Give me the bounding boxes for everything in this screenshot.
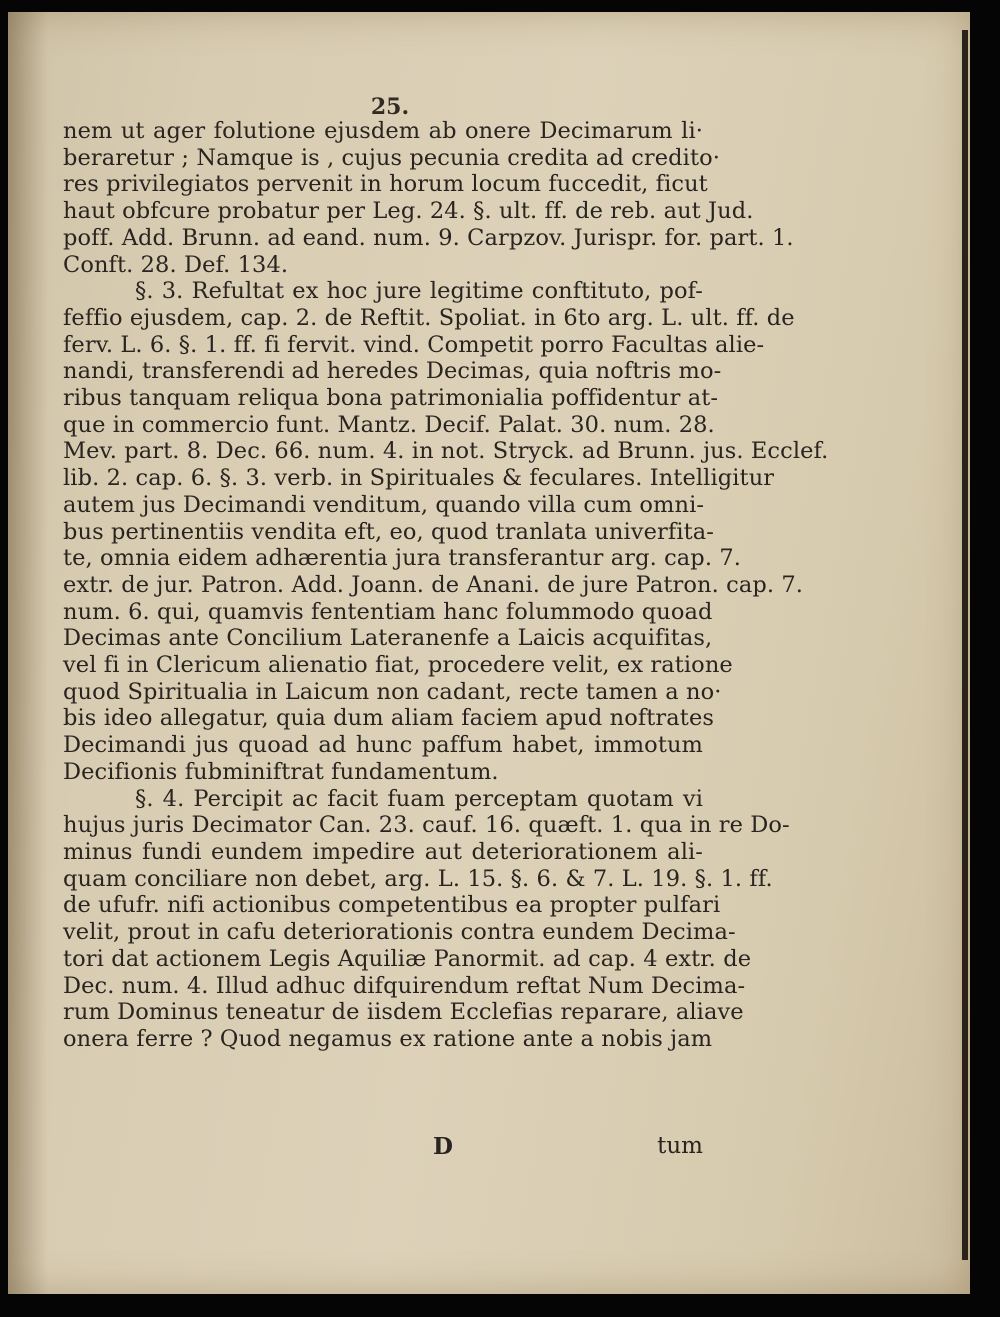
text-line: num. 6. qui, quamvis fententiam hanc folummodo quoad (63, 598, 713, 625)
text-line: minus fundi eundem impedire aut deteriorationem ali- (63, 838, 703, 865)
text-line: Decimandi jus quoad ad hunc paffum habet, immotum (63, 732, 703, 759)
text-line: Dec. num. 4. Illud adhuc difquirendum reftat Num Decima- (63, 972, 746, 999)
text-line: ribus tanquam reliqua bona patrimonialia poffidentur at- (63, 385, 719, 412)
text-line: autem jus Decimandi venditum, quando villa cum omni- (63, 491, 705, 518)
page-number: 25. (370, 94, 410, 120)
text-line: que in commercio funt. Mantz. Decif. Palat. 30. num. 28. (63, 411, 715, 438)
text-line: bus pertinentiis vendita eft, eo, quod tranlata univerfita- (63, 518, 714, 545)
page-edge (962, 30, 968, 1260)
text-line: nem ut ager folutione ejusdem ab onere Decimarum li· (63, 118, 703, 144)
text-line: extr. de jur. Patron. Add. Joann. de Anani. de jure Patron. cap. 7. (63, 571, 804, 598)
text-line: haut obfcure probatur per Leg. 24. §. ult. ff. de reb. aut Jud. (63, 198, 754, 225)
text-block (63, 94, 829, 1053)
text-line: de ufufr. nifi actionibus competentibus ea propter pulfari (63, 892, 721, 919)
text-line: te, omnia eidem adhærentia jura transferantur arg. cap. 7. (63, 545, 741, 572)
text-line: beraretur ; Namque is , cujus pecunia credita ad credito· (63, 144, 721, 171)
text-line: Conft. 28. Def. 134. (63, 251, 289, 278)
text-line: poff. Add. Brunn. ad eand. num. 9. Carpzov. Jurispr. for. part. 1. (63, 224, 794, 251)
text-line: res privilegiatos pervenit in horum locum fuccedit, ficut (63, 171, 708, 198)
signature-mark: D (433, 1133, 453, 1160)
text-line: Mev. part. 8. Dec. 66. num. 4. in not. Stryck. ad Brunn. jus. Ecclef. (63, 438, 829, 465)
body-text (63, 118, 829, 1053)
text-line: quam conciliare non debet, arg. L. 15. §. 6. & 7. L. 19. §. 1. ff. (63, 865, 773, 892)
catchword: tum (657, 1133, 703, 1159)
gutter-shadow (8, 12, 48, 1294)
page-footer (63, 1133, 703, 1163)
text-line: lib. 2. cap. 6. §. 3. verb. in Spirituales & feculares. Intelligitur (63, 465, 775, 492)
text-line: feffio ejusdem, cap. 2. de Reftit. Spoliat. in 6to arg. L. ult. ff. de (63, 304, 795, 331)
text-line: vel fi in Clericum alienatio fiat, procedere velit, ex ratione (63, 652, 733, 679)
text-line: Decimas ante Concilium Lateranenfe a Laicis acquifitas, (63, 625, 713, 652)
text-line: rum Dominus teneatur de iisdem Ecclefias reparare, aliave (63, 999, 744, 1026)
text-line: §. 4. Percipit ac facit fuam perceptam quotam vi (135, 785, 703, 812)
text-line: ferv. L. 6. §. 1. ff. fi fervit. vind. Competit porro Facultas alie- (63, 331, 765, 358)
text-line: hujus juris Decimator Can. 23. cauf. 16. quæft. 1. qua in re Do- (63, 812, 790, 839)
text-line: Decifionis fubminiftrat fundamentum. (63, 758, 499, 785)
text-line: tori dat actionem Legis Aquiliæ Panormit. ad cap. 4 extr. de (63, 945, 752, 972)
text-line: onera ferre ? Quod negamus ex ratione ante a nobis jam (63, 1025, 713, 1052)
text-line: quod Spiritualia in Laicum non cadant, recte tamen a no· (63, 678, 722, 705)
text-line: bis ideo allegatur, quia dum aliam faciem apud noftrates (63, 705, 715, 732)
text-line: nandi, transferendi ad heredes Decimas, quia noftris mo- (63, 358, 722, 385)
text-line: §. 3. Refultat ex hoc jure legitime conftituto, pof- (135, 278, 703, 305)
text-line: velit, prout in cafu deteriorationis contra eundem Decima- (63, 919, 736, 946)
